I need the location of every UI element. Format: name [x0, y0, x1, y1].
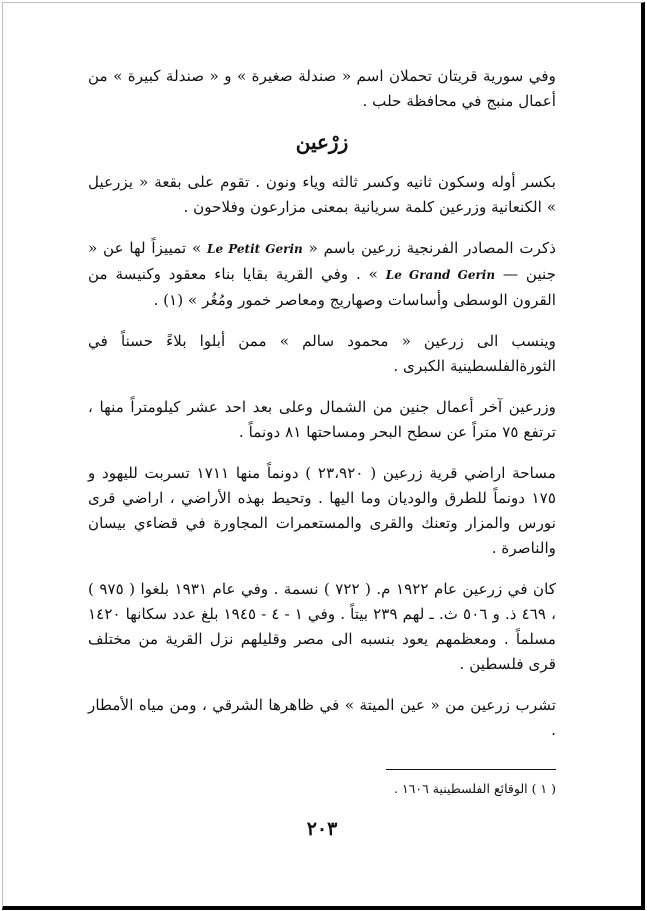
paragraph-frankish-sources [88, 236, 556, 313]
section-heading: زرْعين [295, 130, 349, 154]
paragraph-notable-person: وينسب الى زرعين « محمود سالم » ممن أبلوا بلاءً حسناً في الثورةالفلسطينية الكبرى . [88, 332, 556, 375]
paragraph-water-source: تشرب زرعين من « عين الميتة » في ظاهرها الشرقي ، ومن مياه الأمطار . [88, 696, 556, 739]
paragraph-location: وزرعين آخر أعمال جنين من الشمال وعلى بعد احد عشر كيلومتراً منها ، ترتفع ٧٥ متراً عن سطح البحر ومساحتها ٨١ دونماً . [88, 398, 556, 441]
paragraph-frankish-text-c: » . وفي القرية بقايا بناء معقود وكنيسة من القرون الوسطى وأساسات وصهاريج ومعاصر خمور ومُغُر » (١) . [88, 265, 556, 309]
paragraph-land-area: مساحة اراضي قرية زرعين ( ٢٣،٩٢٠ ) دونماً منها ١٧١١ تسربت لليهود و ١٧٥ دونماً للطرق والوديان وما اليها . وتحيط بهذه الأراضي ، اراضي قرى نورس والمزار وتعنك والقرى والمستعمرات المجاورة في قضاءي بيسان والناصرة . [88, 464, 556, 557]
latin-name-grand-gerin: Le Grand Gerin [385, 268, 496, 282]
paragraph-etymology: بكسر أوله وسكون ثانيه وكسر ثالثه وياء ونون . تقوم على بقعة « يزرعيل » الكنعانية وزرعين كلمة سريانية بمعنى مزارعون وفلاحون . [88, 173, 556, 216]
footnote-divider [386, 769, 556, 770]
paragraph-frankish-text-a: ذكرت المصادر الفرنجية زرعين باسم « [308, 239, 557, 257]
page-number: ٢٠٣ [306, 818, 338, 840]
footnote: ( ١ ) الوقائع الفلسطينية ١٦٠٦ . [394, 781, 556, 796]
latin-name-petit-gerin: Le Petit Gerin [207, 242, 303, 256]
document-page [88, 64, 556, 840]
paragraph-frankish-text-b: » تمييزاً لها عن « جنين — [88, 239, 557, 283]
intro-paragraph: وفي سورية قريتان تحملان اسم « صندلة صغيرة » و « صندلة كبيرة » من أعمال منبج في محافظة حلب . [88, 67, 556, 110]
paragraph-population: كان في زرعين عام ١٩٢٢ م. ( ٧٢٢ ) نسمة . وفي عام ١٩٣١ بلغوا ( ٩٧٥ ) ، ٤٦٩ ذ. و ٥٠٦ ث. ـ لهم ٢٣٩ بيتاً . وفي ١ - ٤ - ١٩٤٥ بلغ عدد سكانها ١٤٢٠ مسلماً . ومعظمهم يعود بنسبه الى مصر وقليلهم نزل القرية من مختلف قرى فلسطين . [88, 580, 556, 673]
